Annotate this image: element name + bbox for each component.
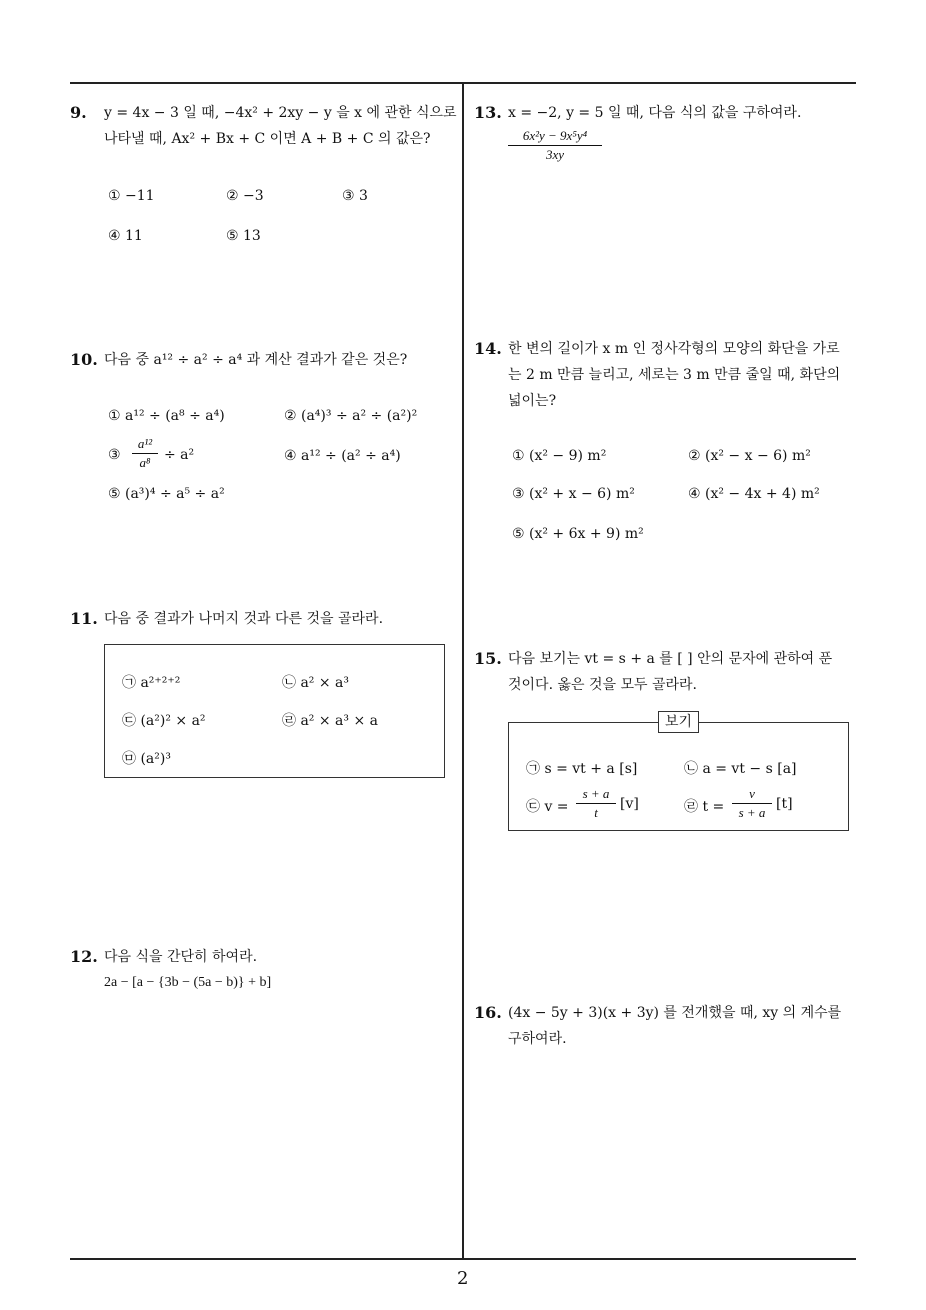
question-number: 13. <box>474 103 502 122</box>
question-number: 11. <box>70 609 98 628</box>
question-text: 는 2 m 만큼 늘리고, 세로는 3 m 만큼 줄일 때, 화단의 <box>508 367 841 383</box>
bogi-item[interactable]: ㉠ s = vt + a [s] <box>526 761 638 777</box>
option-3[interactable]: ③ 3 <box>342 188 368 204</box>
choice-item[interactable]: ㉢ (a²)² × a² <box>122 713 206 729</box>
item-tail: [v] <box>620 796 639 812</box>
question-text: 다음 보기는 vt = s + a 를 [ ] 안의 문자에 관하여 푼 <box>508 651 833 667</box>
question-text: y = 4x − 3 일 때, −4x² + 2xy − y 을 x 에 관한 식으로 <box>104 105 457 121</box>
question-number: 15. <box>474 649 502 668</box>
option-5[interactable]: ⑤ (x² + 6x + 9) m² <box>512 526 644 542</box>
question-text: 나타낼 때, Ax² + Bx + C 이면 A + B + C 의 값은? <box>104 131 431 147</box>
question-text: 다음 중 a¹² ÷ a² ÷ a⁴ 과 계산 결과가 같은 것은? <box>104 352 408 368</box>
choice-item[interactable]: ㉠ a²⁺²⁺² <box>122 675 181 691</box>
fraction-denominator: s + a <box>738 805 766 820</box>
question-text: 한 변의 길이가 x m 인 정사각형의 모양의 화단을 가로 <box>508 341 840 357</box>
expression: 2a − [a − {3b − (5a − b)} + b] <box>104 975 272 990</box>
question-text: 넓이는? <box>508 393 557 409</box>
bogi-item[interactable]: ㉡ a = vt − s [a] <box>684 761 797 777</box>
question-14 <box>474 336 864 414</box>
option-1[interactable]: ① a¹² ÷ (a⁸ ÷ a⁴) <box>108 408 225 424</box>
option-5[interactable]: ⑤ 13 <box>226 228 261 244</box>
choice-item[interactable]: ㉡ a² × a³ <box>282 675 349 691</box>
bogi-label: 보기 <box>658 711 699 733</box>
bottom-rule <box>70 1258 856 1260</box>
question-number: 12. <box>70 947 98 966</box>
choice-item[interactable]: ㉤ (a²)³ <box>122 751 171 767</box>
option-3[interactable]: ③ (x² + x − 6) m² <box>512 486 635 502</box>
question-9 <box>70 100 460 152</box>
option-marker: ③ <box>108 447 121 463</box>
fraction <box>576 786 616 822</box>
option-3[interactable] <box>108 436 228 474</box>
option-4[interactable]: ④ 11 <box>108 228 143 244</box>
item-marker: ㉣ t = <box>684 799 725 815</box>
fraction-numerator: a¹² <box>132 436 158 454</box>
question-text: 다음 식을 간단히 하여라. <box>104 949 258 965</box>
choice-item[interactable]: ㉣ a² × a³ × a <box>282 713 378 729</box>
option-2[interactable]: ② −3 <box>226 188 264 204</box>
fraction-denominator: a⁸ <box>139 455 151 470</box>
question-number: 14. <box>474 339 502 358</box>
question-text: x = −2, y = 5 일 때, 다음 식의 값을 구하여라. <box>508 105 802 121</box>
fraction <box>132 436 158 472</box>
option-5[interactable]: ⑤ (a³)⁴ ÷ a⁵ ÷ a² <box>108 486 225 502</box>
fraction <box>732 786 772 822</box>
item-tail: [t] <box>776 796 793 812</box>
option-4[interactable]: ④ (x² − 4x + 4) m² <box>688 486 820 502</box>
fraction-numerator: s + a <box>576 786 616 804</box>
fraction-numerator: v <box>732 786 772 804</box>
page-number: 2 <box>457 1268 469 1289</box>
question-number: 9. <box>70 103 87 122</box>
question-text: 다음 중 결과가 나머지 것과 다른 것을 골라라. <box>104 611 384 627</box>
question-text: 것이다. 옳은 것을 모두 골라라. <box>508 677 697 693</box>
question-10 <box>70 347 460 373</box>
question-12 <box>70 944 460 996</box>
question-number: 10. <box>70 350 98 369</box>
option-1[interactable]: ① (x² − 9) m² <box>512 448 607 464</box>
option-tail: ÷ a² <box>164 447 195 463</box>
question-text: 구하여라. <box>508 1031 567 1047</box>
question-15 <box>474 646 864 698</box>
option-2[interactable]: ② (x² − x − 6) m² <box>688 448 811 464</box>
question-16 <box>474 1000 864 1052</box>
fraction-denominator: t <box>594 805 598 820</box>
question-number: 16. <box>474 1003 502 1022</box>
bogi-item[interactable] <box>526 786 676 826</box>
expression-fraction <box>508 128 602 164</box>
item-marker: ㉢ v = <box>526 799 569 815</box>
question-11 <box>70 606 460 632</box>
option-2[interactable]: ② (a⁴)³ ÷ a² ÷ (a²)² <box>284 408 418 424</box>
fraction-denominator: 3xy <box>545 147 565 162</box>
bogi-item[interactable] <box>684 786 834 826</box>
option-4[interactable]: ④ a¹² ÷ (a² ÷ a⁴) <box>284 448 401 464</box>
fraction-numerator: 6x²y − 9x⁵y⁴ <box>508 128 602 146</box>
question-text: (4x − 5y + 3)(x + 3y) 를 전개했을 때, xy 의 계수를 <box>508 1005 842 1021</box>
column-divider <box>462 82 464 1260</box>
option-1[interactable]: ① −11 <box>108 188 155 204</box>
question-13 <box>474 100 864 126</box>
